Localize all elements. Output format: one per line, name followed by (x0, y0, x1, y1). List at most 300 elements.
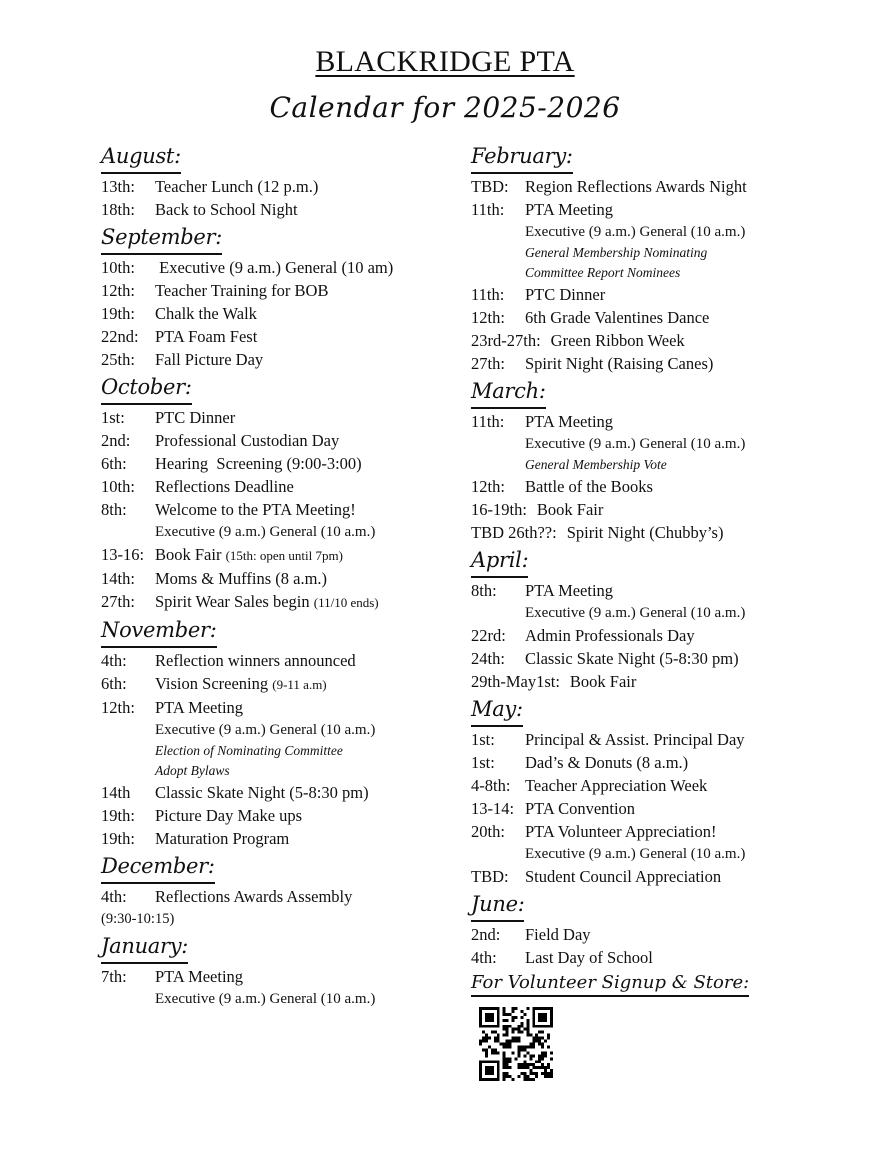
entry-event-text: PTA Convention (525, 799, 636, 818)
qr-module (517, 1048, 520, 1051)
qr-module (517, 1066, 520, 1069)
qr-module (488, 1066, 491, 1069)
entry-event (525, 751, 688, 774)
qr-module (550, 1022, 553, 1025)
entry-event (525, 820, 716, 843)
qr-module (544, 1066, 547, 1069)
qr-module (509, 1060, 512, 1063)
qr-module (541, 1025, 544, 1028)
qr-module (506, 1028, 509, 1031)
qr-module (506, 1025, 509, 1028)
right-column (471, 140, 811, 1081)
month-section-november (101, 614, 451, 850)
entry-event-text: PTA Meeting (155, 967, 244, 986)
entry-event-text: Classic Skate Night (5-8:30 pm) (155, 783, 369, 802)
entry-date: 20th: (471, 822, 505, 841)
qr-module (550, 1057, 553, 1060)
qr-module (509, 1013, 512, 1016)
meeting-times: Executive (9 a.m.) General (10 a.m.) (525, 436, 746, 452)
qr-module (538, 1031, 541, 1034)
qr-module (488, 1078, 491, 1081)
qr-module (523, 1072, 526, 1075)
entry-event-text: PTC Dinner (525, 285, 606, 304)
qr-module (532, 1037, 535, 1040)
entry-event (155, 475, 294, 498)
entry-date: TBD 26th??: (471, 523, 557, 542)
entry-event (155, 498, 356, 521)
qr-module (544, 1040, 547, 1043)
qr-module (529, 1043, 532, 1046)
entry-event (525, 306, 709, 329)
qr-module (541, 1016, 544, 1019)
page-subtitle: Calendar for 2025-2026 (269, 91, 621, 124)
qr-module (547, 1072, 550, 1075)
qr-module (544, 1054, 547, 1057)
qr-module (509, 1045, 512, 1048)
qr-module (503, 1045, 506, 1048)
qr-module (529, 1078, 532, 1081)
qr-module (488, 1016, 491, 1019)
qr-module (520, 1048, 523, 1051)
qr-module (491, 1019, 494, 1022)
entry-event-text: Battle of the Books (525, 477, 653, 496)
entry-event-text: Reflections Awards Assembly (155, 887, 353, 906)
entry-date: 27th: (101, 592, 135, 611)
month-section-may (471, 693, 811, 888)
qr-module (488, 1019, 491, 1022)
qr-module (550, 1016, 553, 1019)
qr-module (482, 1060, 485, 1063)
entry-event (537, 498, 603, 521)
qr-module (488, 1037, 491, 1040)
qr-module (479, 1010, 482, 1013)
meeting-times: Executive (9 a.m.) General (10 a.m.) (525, 224, 746, 240)
calendar-entry (101, 256, 451, 279)
qr-module (479, 1072, 482, 1075)
qr-module (485, 1016, 488, 1019)
month-section-september (101, 221, 451, 371)
qr-module (535, 1040, 538, 1043)
qr-module (547, 1045, 550, 1048)
qr-module (541, 1031, 544, 1034)
qr-module (497, 1075, 500, 1078)
entry-event-text: Fall Picture Day (155, 350, 264, 369)
qr-module (526, 1063, 529, 1066)
entry-event-note: (11/10 ends) (313, 595, 379, 610)
qr-module (517, 1054, 520, 1057)
entry-date: 22rd: (471, 626, 506, 645)
qr-module (497, 1037, 500, 1040)
qr-module (541, 1066, 544, 1069)
qr-module (526, 1028, 529, 1031)
qr-module (523, 1054, 526, 1057)
entry-date: TBD: (471, 177, 509, 196)
entry-event-text: Hearing Screening (9:00-3:00) (155, 454, 362, 473)
qr-module (532, 1025, 535, 1028)
entry-event-text: 6th Grade Valentines Dance (525, 308, 710, 327)
qr-module (479, 1069, 482, 1072)
month-heading: February: (471, 142, 573, 174)
meeting-times: Executive (9 a.m.) General (10 a.m.) (155, 722, 376, 738)
entry-event (155, 198, 298, 221)
entry-event (155, 429, 339, 452)
qr-module (541, 1057, 544, 1060)
calendar-entry (471, 352, 811, 375)
qr-module (515, 1007, 518, 1010)
qr-module (515, 1016, 518, 1019)
qr-module (503, 1025, 506, 1028)
qr-module (547, 1037, 550, 1040)
qr-module (479, 1040, 482, 1043)
qr-module (544, 1007, 547, 1010)
qr-module (494, 1025, 497, 1028)
qr-module (512, 1037, 515, 1040)
entry-date: 22nd: (101, 327, 139, 346)
month-heading: September: (101, 223, 222, 255)
qr-module (517, 1075, 520, 1078)
qr-module (479, 1075, 482, 1078)
qr-module (526, 1025, 529, 1028)
calendar-entry (471, 410, 811, 433)
entry-date: 13th: (101, 177, 135, 196)
month-section-december (101, 850, 451, 930)
qr-module (523, 1028, 526, 1031)
entry-event (567, 521, 724, 544)
meeting-agenda-note: Committee Report Nominees (525, 265, 681, 280)
meeting-agenda-note: General Membership Nominating (525, 245, 708, 260)
entry-event-text: PTA Meeting (525, 200, 614, 219)
qr-module (485, 1007, 488, 1010)
qr-module (520, 1045, 523, 1048)
meeting-agenda-note: General Membership Vote (525, 457, 667, 472)
entry-event-text: Book Fair (569, 672, 637, 691)
qr-module (488, 1069, 491, 1072)
entry-event-text: Teacher Lunch (12 p.m.) (155, 177, 319, 196)
entry-event (525, 797, 635, 820)
entry-event (525, 410, 613, 433)
month-heading: December: (101, 852, 215, 884)
qr-module (482, 1040, 485, 1043)
entry-date: 4th: (101, 651, 127, 670)
month-section-october (101, 371, 451, 614)
qr-module (520, 1063, 523, 1066)
calendar-entry (101, 429, 451, 452)
qr-module (544, 1075, 547, 1078)
qr-module (512, 1031, 515, 1034)
entry-date: 11th: (471, 412, 505, 431)
qr-module (526, 1066, 529, 1069)
qr-module (506, 1072, 509, 1075)
qr-module (541, 1054, 544, 1057)
entry-event-text: Spirit Night (Raising Canes) (525, 354, 714, 373)
calendar-entry (101, 590, 451, 614)
qr-module (512, 1019, 515, 1022)
qr-module (526, 1022, 529, 1025)
entry-event-text: PTA Foam Fest (155, 327, 258, 346)
entry-event (525, 283, 605, 306)
qr-module (497, 1034, 500, 1037)
entry-event (155, 965, 243, 988)
qr-module (523, 1063, 526, 1066)
qr-module (485, 1051, 488, 1054)
entry-date: 19th: (101, 829, 135, 848)
qr-module (529, 1057, 532, 1060)
qr-module (512, 1007, 515, 1010)
qr-code-icon[interactable] (479, 1007, 553, 1081)
calendar-entry (101, 325, 451, 348)
calendar-entry (101, 348, 451, 371)
qr-module (497, 1022, 500, 1025)
qr-module (532, 1066, 535, 1069)
calendar-entry (471, 306, 811, 329)
qr-module (520, 1072, 523, 1075)
entry-date: 27th: (471, 354, 505, 373)
qr-module (538, 1066, 541, 1069)
qr-module (515, 1040, 518, 1043)
qr-module (544, 1069, 547, 1072)
qr-module (532, 1054, 535, 1057)
qr-module (526, 1075, 529, 1078)
entry-event-text: Student Council Appreciation (525, 867, 722, 886)
qr-module (479, 1060, 482, 1063)
qr-module (538, 1025, 541, 1028)
entry-event-text: Spirit Wear Sales begin (155, 592, 314, 611)
qr-module (497, 1025, 500, 1028)
entry-event-text: Teacher Appreciation Week (525, 776, 708, 795)
qr-module (482, 1031, 485, 1034)
qr-module (532, 1010, 535, 1013)
qr-module (485, 1048, 488, 1051)
qr-module (485, 1034, 488, 1037)
entry-date: 6th: (101, 674, 127, 693)
qr-module (491, 1013, 494, 1016)
calendar-entry (471, 774, 811, 797)
qr-module (491, 1072, 494, 1075)
calendar-entry (101, 406, 451, 429)
month-section-march (471, 375, 811, 544)
meeting-times: Executive (9 a.m.) General (10 a.m.) (525, 846, 746, 862)
qr-module (538, 1057, 541, 1060)
qr-module (488, 1060, 491, 1063)
entry-event-text: Moms & Muffins (8 a.m.) (155, 569, 328, 588)
qr-module (506, 1040, 509, 1043)
qr-module (535, 1075, 538, 1078)
qr-module (520, 1016, 523, 1019)
qr-module (523, 1066, 526, 1069)
qr-module (506, 1034, 509, 1037)
qr-module (485, 1078, 488, 1081)
calendar-entry (101, 498, 451, 521)
qr-module (488, 1025, 491, 1028)
qr-module (526, 1031, 529, 1034)
qr-module (491, 1016, 494, 1019)
qr-module (541, 1037, 544, 1040)
qr-module (526, 1034, 529, 1037)
entry-event-text: Last Day of School (525, 948, 653, 967)
qr-module (532, 1040, 535, 1043)
qr-module (506, 1043, 509, 1046)
entry-event-text: Book Fair (155, 545, 226, 564)
entry-date: 13-14: (471, 799, 515, 818)
meeting-agenda-note: Adopt Bylaws (155, 763, 230, 778)
entry-date: 29th-May1st: (471, 672, 560, 691)
month-heading: January: (101, 932, 188, 964)
right-column-months (471, 140, 811, 969)
qr-module (479, 1063, 482, 1066)
left-column (101, 140, 451, 1010)
entry-event (525, 198, 613, 221)
entry-event-text: Admin Professionals Day (525, 626, 695, 645)
entry-event (525, 475, 653, 498)
month-section-june (471, 888, 811, 969)
qr-module (503, 1066, 506, 1069)
entry-event (525, 923, 591, 946)
entry-event-text: Book Fair (536, 500, 604, 519)
qr-module (497, 1051, 500, 1054)
qr-module (494, 1060, 497, 1063)
entry-event-text: PTA Meeting (155, 698, 244, 717)
qr-module (485, 1019, 488, 1022)
entry-event-text: Vision Screening (155, 674, 273, 693)
calendar-entry (101, 452, 451, 475)
page-title: BLACKRIDGE PTA (315, 45, 575, 78)
entry-event-text: Picture Day Make ups (155, 806, 303, 825)
calendar-entry (471, 865, 811, 888)
qr-module (532, 1016, 535, 1019)
calendar-entry (471, 797, 811, 820)
qr-module (506, 1013, 509, 1016)
qr-module (482, 1025, 485, 1028)
qr-module (479, 1078, 482, 1081)
qr-module (515, 1028, 518, 1031)
entry-event-text: PTA Meeting (525, 581, 614, 600)
qr-module (526, 1078, 529, 1081)
entry-event (155, 827, 289, 850)
qr-module (479, 1013, 482, 1016)
entry-date: 25th: (101, 350, 135, 369)
qr-module (538, 1040, 541, 1043)
qr-module (494, 1078, 497, 1081)
qr-module (523, 1060, 526, 1063)
entry-event (525, 865, 721, 888)
entry-date: 10th: (101, 258, 135, 277)
volunteer-signup-heading: For Volunteer Signup & Store: (471, 971, 749, 997)
calendar-entry (101, 567, 451, 590)
entry-date: 11th: (471, 200, 505, 219)
qr-module (541, 1051, 544, 1054)
calendar-entry (101, 827, 451, 850)
qr-module (550, 1025, 553, 1028)
entry-date: 12th: (471, 308, 505, 327)
qr-module (538, 1043, 541, 1046)
calendar-entry (101, 672, 451, 696)
entry-event (525, 352, 713, 375)
entry-date: 14th: (101, 569, 135, 588)
entry-event (155, 175, 318, 198)
entry-event-text: PTA Volunteer Appreciation! (525, 822, 717, 841)
entry-event (155, 885, 352, 908)
qr-module (485, 1013, 488, 1016)
qr-module (550, 1007, 553, 1010)
qr-module (550, 1069, 553, 1072)
meeting-agenda-note: Election of Nominating Committee (155, 743, 343, 758)
qr-module (529, 1054, 532, 1057)
calendar-entry (101, 302, 451, 325)
qr-module (535, 1025, 538, 1028)
qr-module (529, 1045, 532, 1048)
qr-module (517, 1063, 520, 1066)
qr-module (541, 1063, 544, 1066)
qr-module (529, 1034, 532, 1037)
qr-module (494, 1037, 497, 1040)
qr-module (506, 1075, 509, 1078)
month-heading: May: (471, 695, 523, 727)
qr-module (485, 1060, 488, 1063)
qr-module (485, 1025, 488, 1028)
qr-module (482, 1048, 485, 1051)
qr-module (532, 1078, 535, 1081)
qr-module (491, 1069, 494, 1072)
qr-module (506, 1060, 509, 1063)
qr-module (509, 1040, 512, 1043)
qr-module (494, 1051, 497, 1054)
qr-module (503, 1043, 506, 1046)
qr-module (503, 1019, 506, 1022)
calendar-entry (101, 649, 451, 672)
entry-event-text: Welcome to the PTA Meeting! (155, 500, 356, 519)
qr-module (515, 1057, 518, 1060)
qr-module (512, 1078, 515, 1081)
qr-module (541, 1019, 544, 1022)
entry-event (155, 452, 362, 475)
qr-module (509, 1066, 512, 1069)
qr-module (532, 1072, 535, 1075)
month-section-february (471, 140, 811, 375)
qr-module (535, 1034, 538, 1037)
entry-event (525, 175, 747, 198)
qr-module (497, 1066, 500, 1069)
entry-event (155, 325, 257, 348)
entry-event (570, 670, 636, 693)
qr-module (541, 1045, 544, 1048)
qr-module (523, 1078, 526, 1081)
calendar-entry (101, 781, 451, 804)
qr-module (506, 1045, 509, 1048)
qr-module (497, 1063, 500, 1066)
qr-module (509, 1075, 512, 1078)
qr-module (535, 1007, 538, 1010)
qr-module (532, 1013, 535, 1016)
entry-date: 1st: (471, 730, 495, 749)
qr-module (544, 1019, 547, 1022)
qr-module (547, 1066, 550, 1069)
entry-date: 10th: (101, 477, 135, 496)
qr-module (526, 1045, 529, 1048)
qr-module (547, 1007, 550, 1010)
qr-module (503, 1063, 506, 1066)
qr-module (485, 1054, 488, 1057)
qr-module (544, 1025, 547, 1028)
qr-module (503, 1060, 506, 1063)
qr-module (550, 1072, 553, 1075)
month-section-april (471, 544, 811, 693)
entry-date: 4th: (471, 948, 497, 967)
calendar-entry (471, 329, 811, 352)
entry-date: 23rd-27th: (471, 331, 541, 350)
entry-date: 12th: (471, 477, 505, 496)
qr-module (532, 1045, 535, 1048)
calendar-entry (471, 923, 811, 946)
